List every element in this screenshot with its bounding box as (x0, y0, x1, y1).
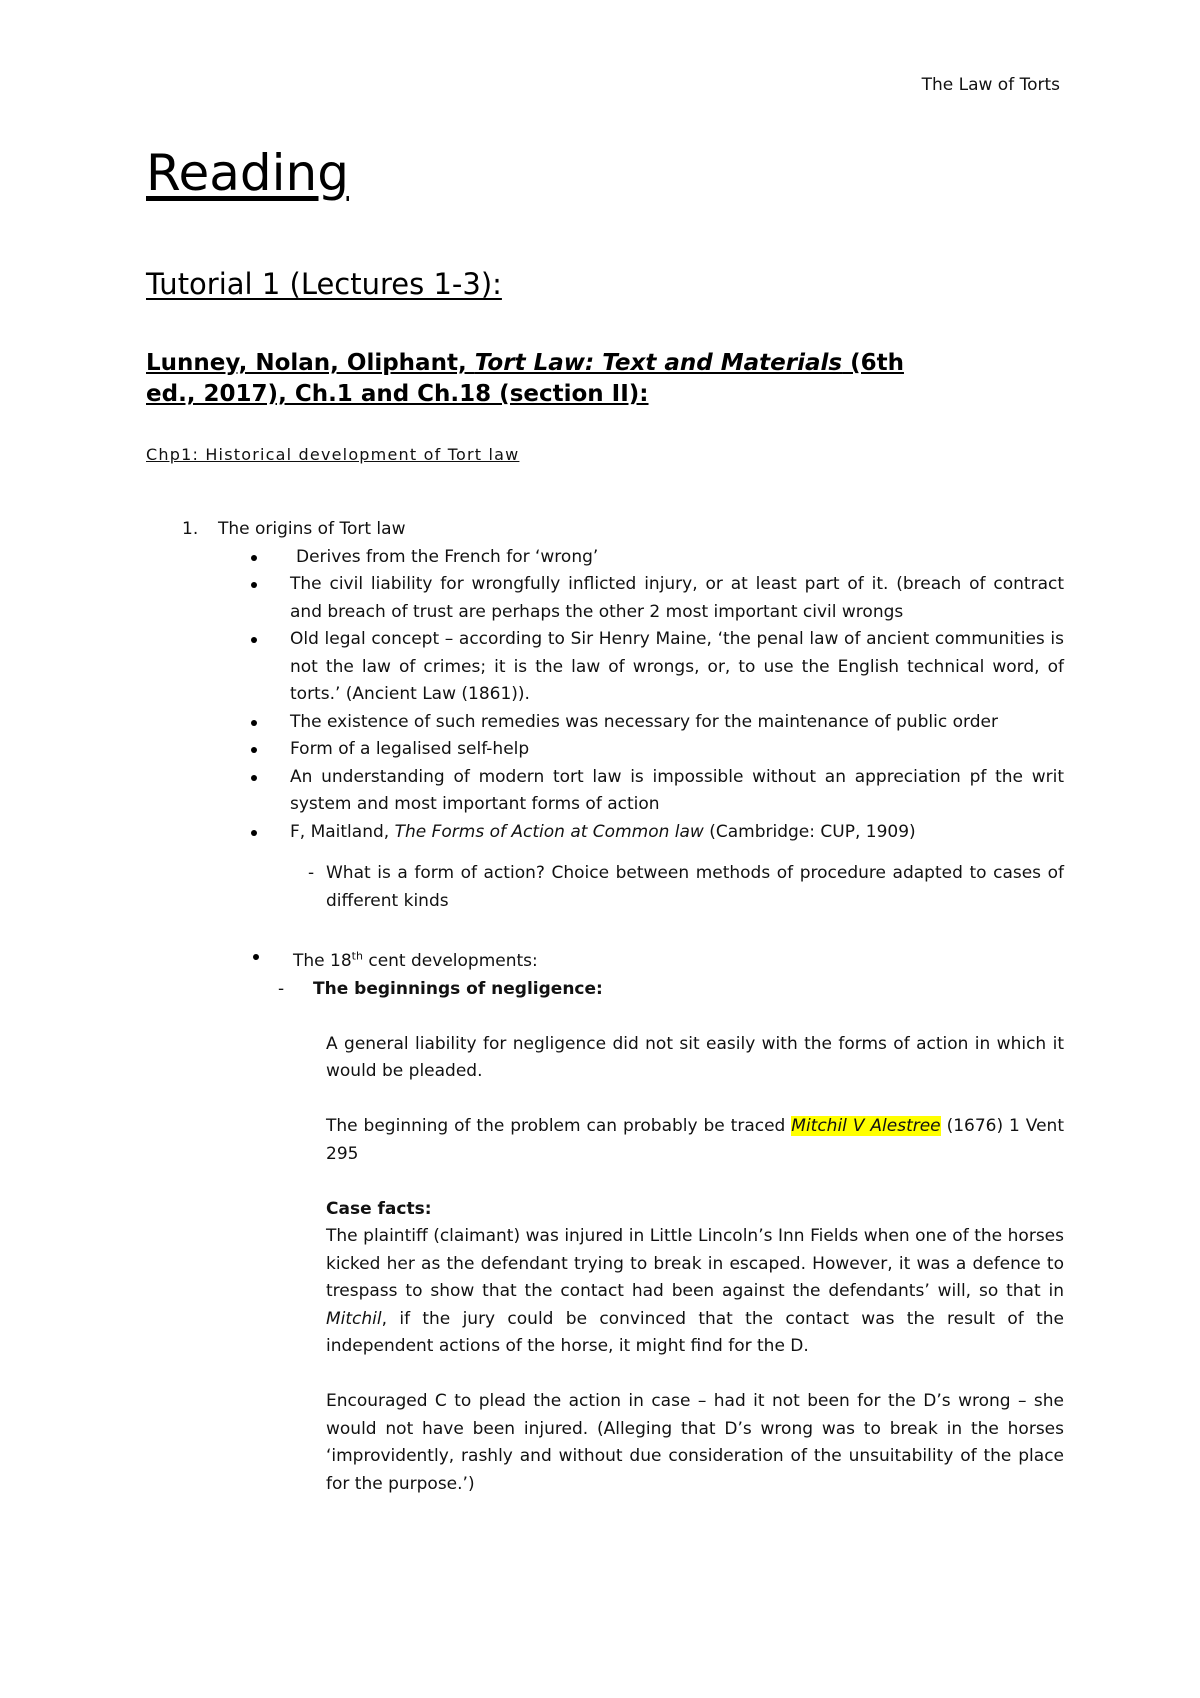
bullet-icon (251, 775, 257, 781)
book-title: Tort Law: Text and Materials (474, 350, 843, 376)
bullet-text-sup: th (351, 949, 363, 963)
list-item-text: The civil liability for wrongfully inflicted injury, or at least part of it. (breach of contract and breach of trust are perhaps the other 2 most important civil wrongs (290, 574, 1064, 622)
list-item-text: The existence of such remedies was necessary for the maintenance of public order (290, 711, 998, 732)
list-item (146, 544, 1064, 572)
highlighted-case-name: Mitchil V Alestree (791, 1116, 941, 1137)
maitland-suffix: (Cambridge: CUP, 1909) (703, 821, 916, 842)
item-heading: The origins of Tort law (218, 519, 406, 539)
list-item-text: Old legal concept – according to Sir Henry Maine, ‘the penal law of ancient communities is not the law of crimes; it is the law of wrongs, or, to use the English technical word, of torts.’ (Ancient Law (1861)). (290, 629, 1064, 704)
bullet-icon (253, 954, 259, 960)
dash-marker: - (308, 863, 315, 883)
book-edition-part2: ed., 2017), Ch.1 and Ch.18 (section II): (146, 381, 649, 407)
bullet-list-2 (146, 943, 1064, 976)
paragraph-final: Encouraged C to plead the action in case – had it not been for the D’s wrong – she would not have been injured. (Alleging that D’s wrong was to break in the horses ‘improvidently, rashly and without due consideration of the unsuitability of the place for the purpose.’) (326, 1391, 1064, 1494)
chapter-heading: Chp1: Historical development of Tort law (146, 445, 520, 464)
case-facts-label-text: Case facts: (326, 1198, 432, 1219)
para-text-post: (1676) 1 Vent 295 (326, 1116, 1064, 1164)
list-item (146, 819, 1064, 847)
bullet-icon (251, 555, 257, 561)
list-item-text: Derives from the French for ‘wrong’ (296, 546, 599, 567)
tutorial-heading: Tutorial 1 (Lectures 1-3): (146, 267, 502, 301)
bullet-icon (251, 637, 257, 643)
list-item (146, 943, 1064, 976)
facts-text-pre: The plaintiff (claimant) was injured in Little Lincoln’s Inn Fields when one of the horses kicked her as the defendant trying to break in escaped. However, it was a defence to trespass to show that the contact had been against the defendants’ will, so that in (326, 1226, 1064, 1302)
maitland-title: The Forms of Action at Common law (394, 821, 704, 842)
paragraph-case (146, 1113, 1064, 1168)
page-title: Reading (146, 144, 349, 202)
dash-item-text: What is a form of action? Choice between methods of procedure adapted to cases of different kinds (326, 863, 1064, 911)
list-item (146, 709, 1064, 737)
dash-item-heading (146, 976, 1064, 1004)
bullet-icon (251, 720, 257, 726)
list-item (146, 571, 1064, 626)
bullet-list (146, 544, 1064, 847)
list-item (146, 626, 1064, 709)
case-facts-label (146, 1196, 1064, 1224)
para-text-pre: The beginning of the problem can probably be traced (326, 1116, 792, 1137)
bullet-text-post: cent developments: (362, 951, 538, 972)
numbered-item (146, 516, 1064, 544)
book-authors: Lunney, Nolan, Oliphant, (146, 350, 475, 376)
facts-case-name: Mitchil (326, 1308, 382, 1329)
book-edition-part1: (6th (842, 350, 904, 376)
list-item-text (290, 951, 538, 971)
list-item (146, 764, 1064, 819)
maitland-prefix: F, Maitland, (290, 821, 395, 842)
list-item (146, 736, 1064, 764)
bullet-icon (251, 830, 257, 836)
list-item-text: Form of a legalised self-help (290, 739, 530, 759)
document-body (146, 516, 1064, 1498)
bullet-icon (251, 747, 257, 753)
dash-item (146, 860, 1064, 915)
running-header: The Law of Torts (921, 75, 1060, 95)
dash-marker: - (278, 978, 285, 999)
bullet-text-pre: The 18 (293, 951, 352, 972)
paragraph-facts (146, 1223, 1064, 1361)
item-number: 1. (182, 519, 199, 539)
dash-heading-text: The beginnings of negligence: (313, 978, 603, 999)
facts-text-post: , if the jury could be convinced that the contact was the result of the independent actions of the horse, it might find for the D. (326, 1308, 1064, 1357)
paragraph: A general liability for negligence did not sit easily with the forms of action in which it would be pleaded. (326, 1033, 1064, 1082)
book-reference-heading (146, 348, 1066, 410)
list-item-text: An understanding of modern tort law is impossible without an appreciation pf the writ system and most important forms of action (290, 766, 1064, 814)
bullet-icon (251, 582, 257, 588)
